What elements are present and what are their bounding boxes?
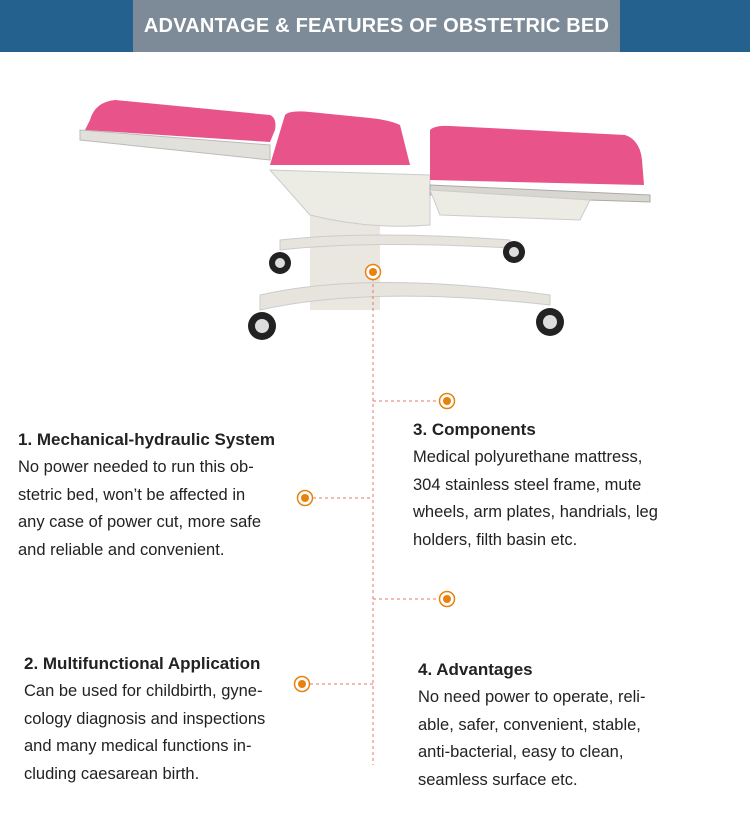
feature-text-line: seamless surface etc. [418, 770, 578, 789]
feature-multifunctional [24, 652, 265, 788]
feature-text-line: cluding caesarean birth. [24, 764, 200, 783]
feature-text-line: No need power to operate, reli- [418, 688, 646, 706]
feature-title: 2. Multifunctional Application [24, 654, 261, 673]
feature-text-line: stetric bed, won’t be affected in [18, 485, 246, 504]
feature-text-line: 304 stainless steel frame, mute [413, 475, 642, 494]
feature-text-line: Can be used for childbirth, gyne- [24, 682, 263, 700]
feature-text-line: holders, filth basin etc. [413, 530, 578, 549]
marker-dot-icon [440, 394, 455, 409]
feature-hydraulic-system [18, 428, 275, 564]
marker-dot-icon [295, 677, 310, 692]
feature-text-line: able, safer, convenient, stable, [418, 715, 641, 734]
feature-title: 3. Components [413, 420, 536, 439]
feature-text-line: any case of power cut, more safe [18, 513, 262, 531]
feature-text-line: wheels, arm plates, handrials, leg [413, 503, 658, 521]
page-title: ADVANTAGE & FEATURES OF OBSTETRIC BED [143, 14, 610, 37]
feature-advantages [418, 658, 645, 794]
marker-dot-icon [298, 491, 313, 506]
feature-text-line: No power needed to run this ob- [18, 458, 254, 476]
feature-text-line: cology diagnosis and inspections [24, 709, 266, 728]
feature-text-line: and many medical functions in- [24, 737, 252, 755]
marker-dot-icon [440, 592, 455, 607]
feature-title: 1. Mechanical-hydraulic System [18, 430, 275, 449]
feature-components [413, 418, 658, 554]
marker-dot-icon [366, 265, 381, 280]
feature-text-line: anti-bacterial, easy to clean, [418, 743, 624, 761]
feature-text-line: and reliable and convenient. [18, 540, 225, 559]
feature-text-line: Medical polyurethane mattress, [413, 448, 643, 466]
feature-title: 4. Advantages [418, 660, 533, 679]
